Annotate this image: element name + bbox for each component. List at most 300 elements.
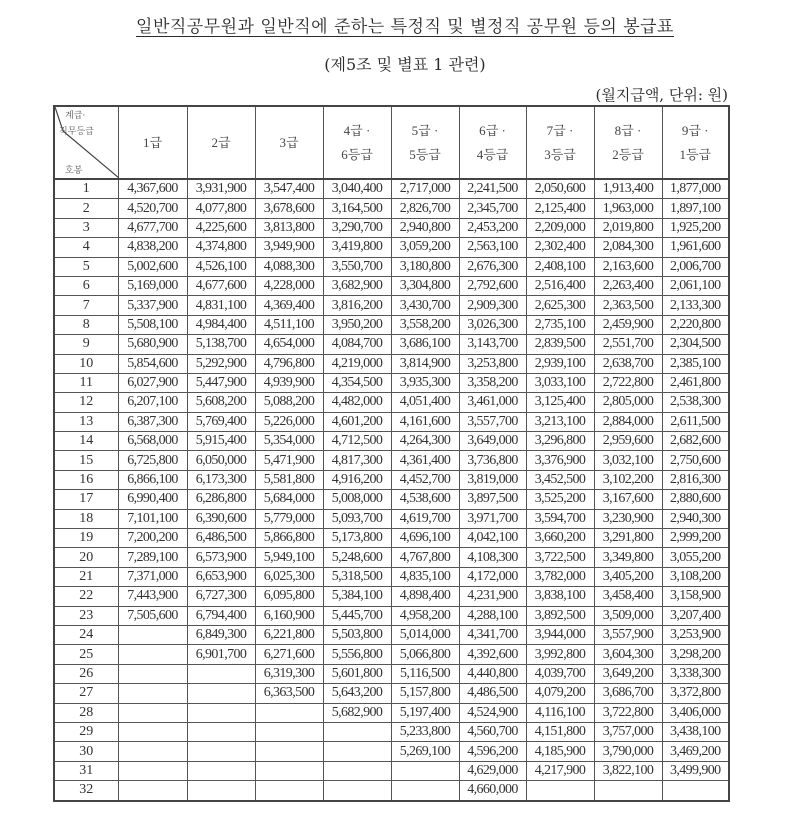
salary-cell: 2,959,600 [594,432,662,451]
salary-cell: 7,101,100 [118,509,187,528]
salary-cell: 2,611,500 [662,412,729,431]
column-header-line2: 3등급 [544,146,576,162]
salary-cell: 3,458,400 [594,587,662,606]
corner-label-job-level: 직무등급 [59,126,94,136]
table-row [54,625,729,644]
salary-cell: 4,511,100 [255,315,323,334]
salary-cell: 4,538,600 [391,490,459,509]
salary-cell: 4,712,500 [323,432,391,451]
salary-cell: 3,949,900 [255,238,323,257]
step-cell: 13 [54,412,118,431]
salary-cell: 2,722,800 [594,373,662,392]
salary-cell: 2,538,300 [662,393,729,412]
salary-cell: 4,526,100 [187,257,255,276]
salary-cell: 4,939,900 [255,373,323,392]
salary-cell: 3,550,700 [323,257,391,276]
salary-cell: 6,095,800 [255,587,323,606]
salary-cell: 2,880,600 [662,490,729,509]
salary-cell: 4,341,700 [459,625,526,644]
salary-cell: 3,950,200 [323,315,391,334]
salary-cell: 2,304,500 [662,335,729,354]
step-cell: 4 [54,238,118,257]
salary-cell: 7,289,100 [118,548,187,567]
step-cell: 21 [54,567,118,586]
salary-cell: 7,371,000 [118,567,187,586]
salary-cell: 2,461,800 [662,373,729,392]
salary-cell: 3,108,200 [662,567,729,586]
salary-cell: 3,430,700 [391,296,459,315]
salary-cell: 3,782,000 [526,567,594,586]
salary-cell: 2,006,700 [662,257,729,276]
salary-cell: 5,066,800 [391,645,459,664]
column-header-7 [526,106,594,179]
salary-cell: 3,167,600 [594,490,662,509]
salary-cell: 4,161,600 [391,412,459,431]
table-row [54,722,729,741]
step-cell: 27 [54,684,118,703]
salary-cell: 1,897,100 [662,199,729,218]
salary-cell: 2,638,700 [594,354,662,373]
salary-cell: 4,361,400 [391,451,459,470]
salary-cell: 2,999,200 [662,529,729,548]
salary-cell: 2,084,300 [594,238,662,257]
salary-cell: 6,271,600 [255,645,323,664]
table-row [54,567,729,586]
salary-cell: 6,794,400 [187,606,255,625]
salary-cell [118,742,187,761]
salary-cell: 6,363,500 [255,684,323,703]
table-row [54,529,729,548]
salary-cell: 3,125,400 [526,393,594,412]
salary-cell: 6,990,400 [118,490,187,509]
salary-cell: 3,372,800 [662,684,729,703]
salary-cell: 5,116,500 [391,664,459,683]
salary-cell: 2,750,600 [662,451,729,470]
salary-cell: 5,292,900 [187,354,255,373]
salary-cell: 2,220,800 [662,315,729,334]
salary-cell: 7,505,600 [118,606,187,625]
salary-cell: 2,940,300 [662,509,729,528]
salary-cell: 2,940,800 [391,218,459,237]
salary-cell [323,742,391,761]
salary-cell: 3,971,700 [459,509,526,528]
salary-cell: 3,931,900 [187,179,255,199]
salary-cell: 4,677,700 [118,218,187,237]
step-cell: 10 [54,354,118,373]
table-row [54,432,729,451]
step-cell: 28 [54,703,118,722]
salary-cell: 6,725,800 [118,451,187,470]
salary-cell: 5,471,900 [255,451,323,470]
salary-cell [118,625,187,644]
corner-header-cell [54,106,118,179]
salary-cell: 4,838,200 [118,238,187,257]
table-row [54,742,729,761]
salary-cell: 4,560,700 [459,722,526,741]
salary-cell: 4,264,300 [391,432,459,451]
salary-cell: 5,014,000 [391,625,459,644]
salary-cell: 5,093,700 [323,509,391,528]
salary-cell: 5,226,000 [255,412,323,431]
salary-cell: 5,508,100 [118,315,187,334]
salary-cell: 4,524,900 [459,703,526,722]
step-cell: 3 [54,218,118,237]
salary-cell: 3,033,100 [526,373,594,392]
column-header-1 [118,106,187,179]
salary-cell: 4,817,300 [323,451,391,470]
salary-cell: 4,367,600 [118,179,187,199]
salary-cell [187,684,255,703]
salary-cell: 5,682,900 [323,703,391,722]
salary-cell: 4,079,200 [526,684,594,703]
table-row [54,703,729,722]
salary-cell: 2,884,000 [594,412,662,431]
table-row [54,354,729,373]
salary-cell: 4,831,100 [187,296,255,315]
salary-cell: 3,230,900 [594,509,662,528]
salary-cell: 6,849,300 [187,625,255,644]
step-cell: 6 [54,276,118,295]
document-title-text: 일반직공무원과 일반직에 준하는 특정직 및 별정직 공무원 등의 봉급표 [136,17,674,37]
salary-cell: 3,296,800 [526,432,594,451]
salary-cell: 3,059,200 [391,238,459,257]
salary-cell: 2,516,400 [526,276,594,295]
table-row [54,393,729,412]
salary-cell: 3,822,100 [594,761,662,780]
salary-cell [118,664,187,683]
document-title [0,12,810,37]
salary-cell: 3,040,400 [323,179,391,199]
column-header-line2: 1등급 [679,146,712,162]
salary-cell: 3,290,700 [323,218,391,237]
salary-cell: 4,696,100 [391,529,459,548]
column-header-5 [391,106,459,179]
step-cell: 5 [54,257,118,276]
column-header-2 [187,106,255,179]
salary-cell [594,781,662,801]
salary-cell [255,703,323,722]
salary-cell: 3,686,700 [594,684,662,703]
salary-cell: 5,608,200 [187,393,255,412]
table-row [54,451,729,470]
salary-cell: 3,509,000 [594,606,662,625]
table-body [54,179,729,801]
salary-cell: 2,263,400 [594,276,662,295]
salary-cell: 5,337,900 [118,296,187,315]
salary-cell: 4,116,100 [526,703,594,722]
salary-cell: 2,939,100 [526,354,594,373]
column-header-line1: 9급 · [681,122,709,138]
table-row [54,179,729,199]
salary-cell: 3,406,000 [662,703,729,722]
salary-cell: 4,767,800 [391,548,459,567]
salary-cell: 3,338,300 [662,664,729,683]
table-row [54,509,729,528]
salary-cell: 5,173,800 [323,529,391,548]
salary-cell [187,703,255,722]
table-row [54,315,729,334]
salary-cell: 3,594,700 [526,509,594,528]
salary-cell: 2,826,700 [391,199,459,218]
salary-cell: 4,601,200 [323,412,391,431]
salary-cell [118,703,187,722]
salary-cell: 5,138,700 [187,335,255,354]
step-cell: 18 [54,509,118,528]
salary-cell: 2,717,000 [391,179,459,199]
salary-cell: 3,838,100 [526,587,594,606]
salary-cell: 4,108,300 [459,548,526,567]
salary-cell: 3,892,500 [526,606,594,625]
table-header-row [54,106,729,179]
salary-cell: 3,935,300 [391,373,459,392]
salary-cell [187,742,255,761]
salary-cell [323,761,391,780]
salary-cell: 3,419,800 [323,238,391,257]
salary-cell: 4,084,700 [323,335,391,354]
salary-cell [391,761,459,780]
salary-cell: 6,390,600 [187,509,255,528]
salary-cell: 3,253,800 [459,354,526,373]
salary-cell [118,781,187,801]
salary-cell: 6,173,300 [187,470,255,489]
salary-cell: 5,684,000 [255,490,323,509]
salary-cell: 6,025,300 [255,567,323,586]
step-cell: 25 [54,645,118,664]
salary-cell: 6,050,000 [187,451,255,470]
column-header-line1: 2급 [211,134,231,150]
table-row [54,373,729,392]
salary-cell: 3,547,400 [255,179,323,199]
salary-cell: 3,649,200 [594,664,662,683]
salary-cell: 6,286,800 [187,490,255,509]
salary-cell: 4,619,700 [391,509,459,528]
table-row [54,645,729,664]
salary-cell: 5,088,200 [255,393,323,412]
salary-cell: 4,042,100 [459,529,526,548]
salary-cell [255,742,323,761]
salary-cell: 3,557,900 [594,625,662,644]
column-header-line1: 7급 · [546,122,574,138]
salary-cell: 4,219,000 [323,354,391,373]
salary-cell: 3,376,900 [526,451,594,470]
salary-cell: 3,102,200 [594,470,662,489]
salary-cell: 4,520,700 [118,199,187,218]
salary-cell: 4,835,100 [391,567,459,586]
salary-cell: 4,984,400 [187,315,255,334]
column-header-line1: 5급 · [411,122,439,138]
salary-cell: 6,573,900 [187,548,255,567]
step-cell: 15 [54,451,118,470]
salary-cell: 3,813,800 [255,218,323,237]
salary-cell [391,781,459,801]
salary-cell: 4,660,000 [459,781,526,801]
salary-cell: 2,345,700 [459,199,526,218]
column-header-line1: 3급 [279,134,299,150]
salary-cell: 5,949,100 [255,548,323,567]
salary-cell: 4,452,700 [391,470,459,489]
salary-cell: 2,563,100 [459,238,526,257]
step-cell: 23 [54,606,118,625]
salary-cell: 6,486,500 [187,529,255,548]
column-header-line1: 4급 · [343,122,371,138]
salary-cell: 5,384,100 [323,587,391,606]
salary-cell: 3,814,900 [391,354,459,373]
salary-cell: 6,866,100 [118,470,187,489]
salary-cell: 4,629,000 [459,761,526,780]
salary-cell: 3,722,800 [594,703,662,722]
salary-cell: 4,796,800 [255,354,323,373]
table-row [54,470,729,489]
salary-cell: 4,482,000 [323,393,391,412]
step-cell: 2 [54,199,118,218]
salary-cell: 1,961,600 [662,238,729,257]
salary-cell: 4,898,400 [391,587,459,606]
salary-cell: 3,558,200 [391,315,459,334]
step-cell: 11 [54,373,118,392]
salary-cell: 4,374,800 [187,238,255,257]
salary-cell: 4,077,800 [187,199,255,218]
salary-cell: 3,253,900 [662,625,729,644]
column-header-9 [662,106,729,179]
salary-cell [255,722,323,741]
salary-cell: 2,909,300 [459,296,526,315]
column-header-4 [323,106,391,179]
salary-cell: 2,019,800 [594,218,662,237]
table-row [54,664,729,683]
salary-cell: 2,125,400 [526,199,594,218]
salary-cell: 5,866,800 [255,529,323,548]
salary-cell: 6,160,900 [255,606,323,625]
salary-cell: 4,392,600 [459,645,526,664]
salary-cell: 3,180,800 [391,257,459,276]
salary-cell: 3,026,300 [459,315,526,334]
table-row [54,296,729,315]
salary-cell: 2,050,600 [526,179,594,199]
salary-cell: 4,231,900 [459,587,526,606]
step-cell: 8 [54,315,118,334]
step-cell: 22 [54,587,118,606]
salary-cell: 2,735,100 [526,315,594,334]
salary-cell: 3,405,200 [594,567,662,586]
salary-cell [118,722,187,741]
salary-cell: 2,625,300 [526,296,594,315]
salary-cell: 5,915,400 [187,432,255,451]
step-cell: 24 [54,625,118,644]
table-row [54,412,729,431]
table-row [54,684,729,703]
salary-cell: 5,601,800 [323,664,391,683]
column-header-line1: 1급 [142,134,163,150]
salary-cell: 6,568,000 [118,432,187,451]
salary-cell: 4,677,600 [187,276,255,295]
salary-cell: 2,805,000 [594,393,662,412]
salary-cell: 4,654,000 [255,335,323,354]
salary-cell: 4,916,200 [323,470,391,489]
salary-cell: 5,233,800 [391,722,459,741]
salary-cell: 4,354,500 [323,373,391,392]
salary-cell: 3,349,800 [594,548,662,567]
table-row [54,218,729,237]
salary-cell: 3,291,800 [594,529,662,548]
salary-cell: 3,213,100 [526,412,594,431]
salary-cell: 3,722,500 [526,548,594,567]
salary-cell: 5,556,800 [323,645,391,664]
salary-cell: 2,408,100 [526,257,594,276]
salary-cell: 5,643,200 [323,684,391,703]
salary-cell: 4,958,200 [391,606,459,625]
salary-cell: 6,319,300 [255,664,323,683]
salary-cell: 3,604,300 [594,645,662,664]
salary-cell: 3,819,000 [459,470,526,489]
salary-cell: 3,660,200 [526,529,594,548]
table-row [54,490,729,509]
table-row [54,761,729,780]
salary-cell: 4,185,900 [526,742,594,761]
salary-cell: 4,217,900 [526,761,594,780]
salary-cell: 3,469,200 [662,742,729,761]
table-row [54,257,729,276]
column-header-line1: 8급 · [614,122,642,138]
salary-cell: 2,241,500 [459,179,526,199]
salary-cell: 3,757,000 [594,722,662,741]
salary-cell: 3,143,700 [459,335,526,354]
salary-cell: 4,596,200 [459,742,526,761]
step-cell: 29 [54,722,118,741]
column-header-line2: 5등급 [409,146,441,162]
salary-cell: 2,792,600 [459,276,526,295]
table-row [54,276,729,295]
salary-cell: 3,686,100 [391,335,459,354]
salary-cell: 2,163,600 [594,257,662,276]
salary-cell: 5,008,000 [323,490,391,509]
salary-cell [187,664,255,683]
corner-label-step: 호봉 [65,165,83,175]
salary-cell: 5,447,900 [187,373,255,392]
corner-label-grade: 계급· [65,110,86,120]
step-cell: 1 [54,179,118,199]
salary-cell: 3,298,200 [662,645,729,664]
salary-cell: 5,318,500 [323,567,391,586]
column-header-line1: 6급 · [479,122,506,138]
salary-cell: 2,839,500 [526,335,594,354]
column-header-line2: 6등급 [341,146,373,162]
salary-cell: 4,151,800 [526,722,594,741]
step-cell: 31 [54,761,118,780]
step-cell: 12 [54,393,118,412]
salary-cell: 3,557,700 [459,412,526,431]
salary-cell: 3,682,900 [323,276,391,295]
salary-cell: 3,032,100 [594,451,662,470]
salary-cell: 2,551,700 [594,335,662,354]
salary-cell: 4,288,100 [459,606,526,625]
salary-cell: 6,901,700 [187,645,255,664]
salary-cell: 5,157,800 [391,684,459,703]
step-cell: 14 [54,432,118,451]
salary-cell: 5,269,100 [391,742,459,761]
salary-cell: 6,207,100 [118,393,187,412]
salary-cell: 5,354,000 [255,432,323,451]
table-row [54,335,729,354]
document-subtitle: (제5조 및 별표 1 관련) [324,55,486,74]
column-header-line2: 4등급 [476,146,509,162]
salary-cell [118,761,187,780]
step-cell: 26 [54,664,118,683]
unit-note: (월지급액, 단위: 원) [595,86,728,104]
salary-cell: 1,877,000 [662,179,729,199]
table-row [54,548,729,567]
salary-cell: 2,682,600 [662,432,729,451]
salary-cell: 3,649,000 [459,432,526,451]
